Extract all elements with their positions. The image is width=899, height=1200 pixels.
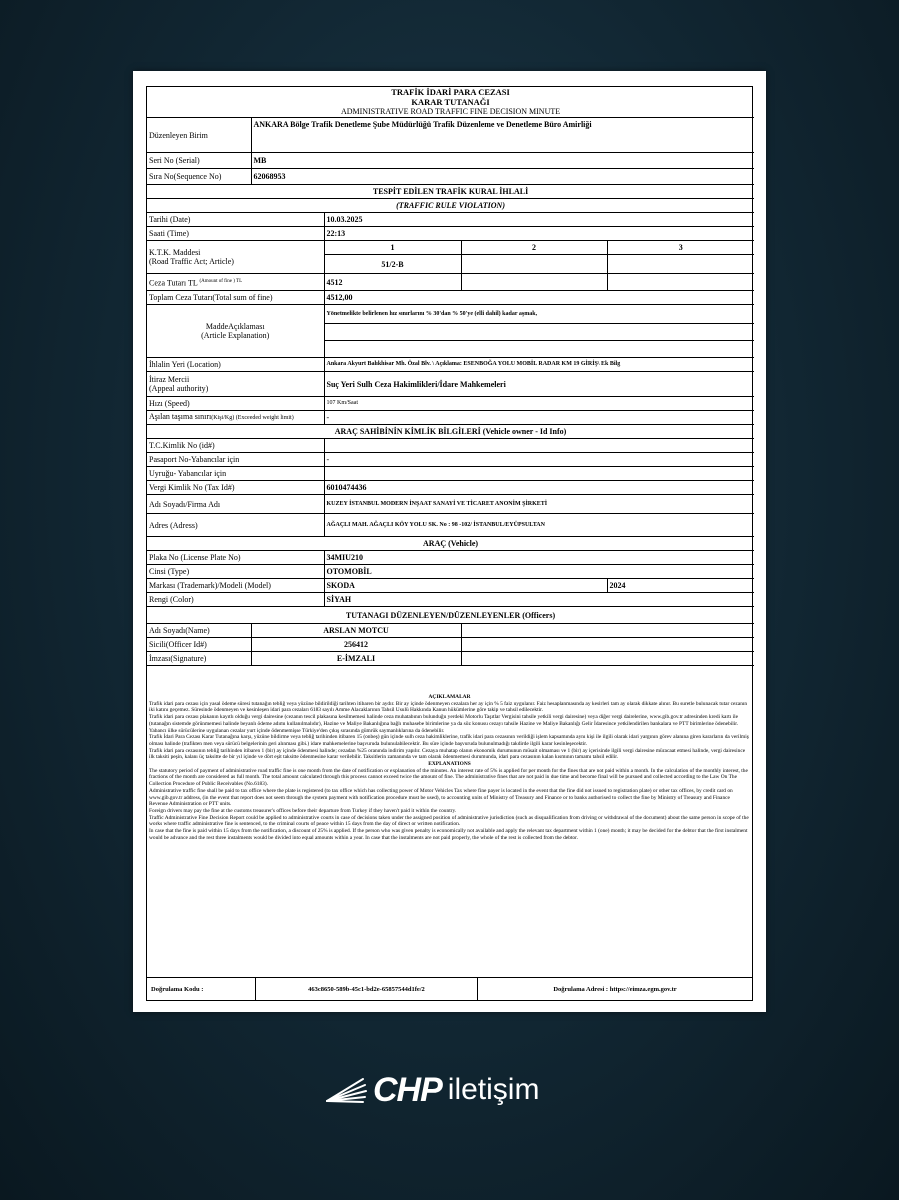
brand-label: Markası (Trademark)/Modeli (Model) — [147, 579, 324, 593]
article-expl-label: MaddeAçıklaması (Article Explanation) — [147, 305, 324, 358]
officer-id-label: Sicili(Officer Id#) — [147, 638, 251, 652]
article-expl-row-3 — [324, 341, 754, 358]
explanation-en-3: Foreign drivers may pay the fine at the customs treasurer's offices before their departure from Turkey if they haven't paid it within the country. — [149, 807, 457, 814]
fine-value: 4512 — [324, 274, 461, 291]
form-title: TRAFİK İDARİ PARA CEZASI — [391, 87, 510, 97]
form-table — [147, 87, 754, 666]
article-col-2: 2 — [461, 241, 607, 255]
explanation-tr-1: Trafik idari para cezası için yasal ödeme süresi tutanağın tebliğ veya yüzüne bildirildiği tarihten itibaren bir aydır. Bir ay içinde ödenmeyen cezalara her ay için % 5 faiz uygulanır. Faiz hesaplanmasında ay kesirleri tam ay olarak dikkate alınır. Bu suretle bulunacak tutar cezanın iki katını geçemez. Süresinde ödenmeyen ve kesinleşen idari para cezaları 6183 sayılı Amme Alacaklarının Tahsil Usulü Hakkında Kanun hükümlerine göre takip ve tahsil edilecektir. — [149, 700, 748, 714]
owner-section-title: ARAÇ SAHİBİNİN KİMLİK BİLGİLERİ (Vehicle owner - Id Info) — [147, 425, 754, 439]
article-value-3 — [607, 255, 754, 274]
company-label: Adı Soyadı/Firma Adı — [147, 495, 324, 514]
explanation-tr-2: Trafik idari para cezası plakanın kayıtlı olduğu vergi dairesine (cezanın tescil plakasına kesilmemesi halinde ceza muhatabının bulunduğu yerdeki Motorlu Taşıtlar Vergisini tahsile yetkili vergi dairesine) veya diğer vergi dairelerine, www.gib.gov.tr adresinden kredi kartı ile (tutanağın sistemde görünmemesi halinde beyanlı ödeme adımı kullanılmalıdır), Hazine ve Maliye Bakanlığına bağlı muhasebe birimlerine ya da söz konusu cezayı tahsile Hazine ve Maliye Bakanlığı Gelir İdaresince yetkilendirilen bankalara ve PTT birimlerine ödenebilir. — [149, 714, 739, 727]
address-value: AĞAÇLI MAH. AĞAÇLI KÖY YOLU SK. No : 98 -102/ İSTANBUL/EYÜPSULTAN — [324, 514, 754, 537]
violation-section-subtitle: (TRAFFIC RULE VIOLATION) — [147, 199, 754, 213]
logo-chp-text: CHP — [373, 1070, 442, 1109]
form-subtitle: KARAR TUTANAĞI — [411, 97, 490, 107]
explanation-en-1: The statutory period of payment of administrative road traffic fine is one month from the date of notification or explanation of the minutes. An interest rate of 5% is applied for per month for the fines that are not paid within a month. In the calculation of the monthly interest, the fractions of the month are considered as full month. The total amount calculated through this process cannot exceed twice the amount of fine. The administrative fines that are not paid in due time and become final will be pursued and collected according to the Law On The Collection Procedure of Public Receivables (No.6183). — [149, 767, 748, 788]
color-value: SİYAH — [324, 593, 754, 607]
speed-label: Hızı (Speed) — [147, 397, 324, 411]
vehicle-section-title: ARAÇ (Vehicle) — [147, 537, 754, 551]
speed-value: 107 Km/Saat — [324, 397, 754, 411]
verification-address: Doğrulama Adresi : https://eimza.egm.gov.tr — [553, 985, 677, 993]
verification-code-value: 463c8650-589b-45c1-bd2e-65857544d1fe/2 — [256, 978, 478, 1000]
model-year-value: 2024 — [607, 579, 754, 593]
nationality-value — [324, 467, 754, 481]
total-fine-label: Toplam Ceza Tutarı(Total sum of fine) — [147, 291, 324, 305]
explanations-en-title: EXPLANATIONS — [428, 761, 471, 768]
chp-iletisim-logo — [325, 1065, 585, 1115]
issuer-label: Düzenleyen Birim — [147, 118, 251, 153]
date-label: Tarihi (Date) — [147, 213, 324, 227]
time-label: Saati (Time) — [147, 227, 324, 241]
company-value: KUZEY İSTANBUL MODERN İNŞAAT SANAYİ VE TİCARET ANONİM ŞİRKETİ — [324, 495, 754, 514]
sequence-value: 62068953 — [251, 169, 754, 185]
article-expl-value: Yönetmelikte belirlenen hız sınırlarını % 30'dan % 50'ye (elli dahil) kadar aşmak, — [324, 305, 754, 324]
article-label: K.T.K. Maddesi (Road Traffic Act; Article) — [147, 241, 324, 274]
address-label: Adres (Adress) — [147, 514, 324, 537]
brand-value: SKODA — [324, 579, 607, 593]
officer-id-extra — [461, 638, 754, 652]
form-header — [147, 87, 754, 118]
plate-label: Plaka No (License Plate No) — [147, 551, 324, 565]
date-value: 10.03.2025 — [324, 213, 754, 227]
explanation-tr-3: Yabancı ülke sürücülerine uygulanan cezalar yurt içinde ödenmemişse Türkiye'den çıkış sırasında gümrük saymanlıklarına da ödenebilir. — [149, 727, 445, 734]
explanation-en-4: Traffic Administrative Fine Decision Report could be applied to administrative courts in case of decisions taken under the assigned position of administrative jurisdiction (such as disqualification from driving or withdrawal of the document) about the same person in scope of the works where traffic administrative fine is sentenced, to the criminal courts of peace within 15 days from the day of direct or written notification. — [149, 814, 749, 828]
article-value-1: 51/2-B — [324, 255, 461, 274]
fine-decision-form — [146, 86, 753, 1001]
article-value-2 — [461, 255, 607, 274]
officer-sign-label: İmzası(Signature) — [147, 652, 251, 666]
explanation-tr-5: Trafik idari para cezasının tebliğ tarihinden itibaren 1 (bir) ay içinde ödenmesi halinde; cezadan %25 oranında indirim yapılır. Cezaya muhatap olanın ekonomik durumunun müsait olmaması ve 1 (bir) ay içerisinde ilgili vergi dairesine müracaat etmesi halinde, vergi dairesince ilk taksiti peşin, kalanı üç taksitte de bir yıl içinde ve dört eşit taksitte ödenmesine karar verilebilir. Taksitlerin zamanında ve tam olarak ödenmemesi durumunda, idari para cezasının kalan kısmının tamamı tahsil edilir. — [149, 747, 746, 761]
officer-sign-value: E-İMZALI — [251, 652, 461, 666]
article-col-3: 3 — [607, 241, 754, 255]
tc-id-label: T.C.Kimlik No (id#) — [147, 439, 324, 453]
tc-id-value — [324, 439, 754, 453]
officer-section-title: TUTANAGI DÜZENLEYEN/DÜZENLEYENLER (Officers) — [147, 607, 754, 624]
passport-value: - — [324, 453, 754, 467]
document-paper — [133, 71, 766, 1012]
color-label: Rengi (Color) — [147, 593, 324, 607]
plate-value: 34MIU210 — [324, 551, 754, 565]
serial-value: MB — [251, 153, 754, 169]
explanations-block — [147, 694, 752, 977]
appeal-label: İtiraz Mercii (Appeal authority) — [147, 372, 324, 397]
officer-name-value: ARSLAN MOTCU — [251, 624, 461, 638]
tax-id-value: 6010474436 — [324, 481, 754, 495]
fine-empty-3 — [607, 274, 754, 291]
officer-name-extra — [461, 624, 754, 638]
officer-id-value: 256412 — [251, 638, 461, 652]
explanation-en-5: In case that the fine is paid within 15 days from the notification, a discount of 25% is applied. If the person who was given penalty is economically not available and apply the relevant tax department within 1 (one) month; it may be decided for the debtor that the first instalment would be advance and the rest three instalments would be divided into equal amounts within a year. In case that the instalments are not paid properly, the whole of the rest is collected from the debtor. — [149, 828, 748, 841]
verification-code-label: Doğrulama Kodu : — [147, 978, 256, 1000]
explanations-tr-title: AÇIKLAMALAR — [428, 694, 471, 700]
time-value: 22:13 — [324, 227, 754, 241]
total-fine-value: 4512,00 — [324, 291, 754, 305]
type-label: Cinsi (Type) — [147, 565, 324, 579]
passport-label: Pasaport No-Yabancılar için — [147, 453, 324, 467]
serial-label: Seri No (Serial) — [147, 153, 251, 169]
weight-value: - — [324, 411, 754, 425]
fine-label: Ceza Tutarı TL $^{(Amount of fine ) TL}$ — [147, 274, 324, 291]
article-expl-row-2 — [324, 324, 754, 341]
appeal-value: Suç Yeri Sulh Ceza Hakimlikleri/İdare Mahkemeleri — [324, 372, 754, 397]
officer-name-label: Adı Soyadı(Name) — [147, 624, 251, 638]
location-value: Ankara Akyurt Balıkhisar Mh. Özal Blv. \ Açıklama: ESENBOĞA YOLU MOBİL RADAR KM 19 GİRİŞ\ Ek Bilg — [324, 358, 754, 372]
officer-sign-extra — [461, 652, 754, 666]
type-value: OTOMOBİL — [324, 565, 754, 579]
chp-arrows-icon — [325, 1075, 367, 1105]
article-col-1: 1 — [324, 241, 461, 255]
sequence-label: Sıra No(Sequence No) — [147, 169, 251, 185]
fine-empty-2 — [461, 274, 607, 291]
violation-section-title: TESPİT EDİLEN TRAFİK KURAL İHLALİ — [147, 185, 754, 199]
location-label: İhlalin Yeri (Location) — [147, 358, 324, 372]
logo-iletisim-text: iletişim — [447, 1073, 540, 1106]
explanation-en-2: Administrative traffic fine shall be paid to tax office where the plate is registered (to tax office which has collecting power of Motor Vehicles Tax where fine payer is located in the event that the fine did not issued to registration plate) or other tax offices, by credit card on www.gib.gov.tr address, (in the event that report does not seem through the system payment with notification procedure must be used), to accounting units of Ministry of Treasury and Finance or to banks authorised to collect the fine by Ministry of Treasury and Finance Revenue Administration or PTT units. — [149, 787, 733, 808]
verification-row — [147, 977, 752, 1000]
weight-label: Aşılan taşıma sınırı(Kişi/Kg) (Exceeded weight limit) — [147, 411, 324, 425]
nationality-label: Uyruğu- Yabancılar için — [147, 467, 324, 481]
form-english-title: ADMINISTRATIVE ROAD TRAFFIC FINE DECISION MINUTE — [340, 107, 561, 116]
issuer-value: ANKARA Bölge Trafik Denetleme Şube Müdürlüğü Trafik Düzenleme ve Denetleme Büro Amirliği — [251, 118, 754, 153]
explanation-tr-4: Trafik İdari Para Cezası Karar Tutanağına karşı, yüzüne bildirme veya tebliğ tarihinden itibaren 15 (onbeş) gün içinde sulh ceza hakimliklerine, trafik idari para cezasının verildiği işlem kapsamında aynı kişi ile ilgili olarak idari yargının görev alanına giren kararların da verilmiş olması halinde (trafikten men veya sürücü belgelerinin geri alınması gibi.) idare mahkemelerine başvuruda bulunulabilecektir. Bu süre içinde başvuruda bulunulmadığı takdirde ilgili karar kesinleşecektir. — [149, 734, 749, 747]
tax-id-label: Vergi Kimlik No (Tax Id#) — [147, 481, 324, 495]
